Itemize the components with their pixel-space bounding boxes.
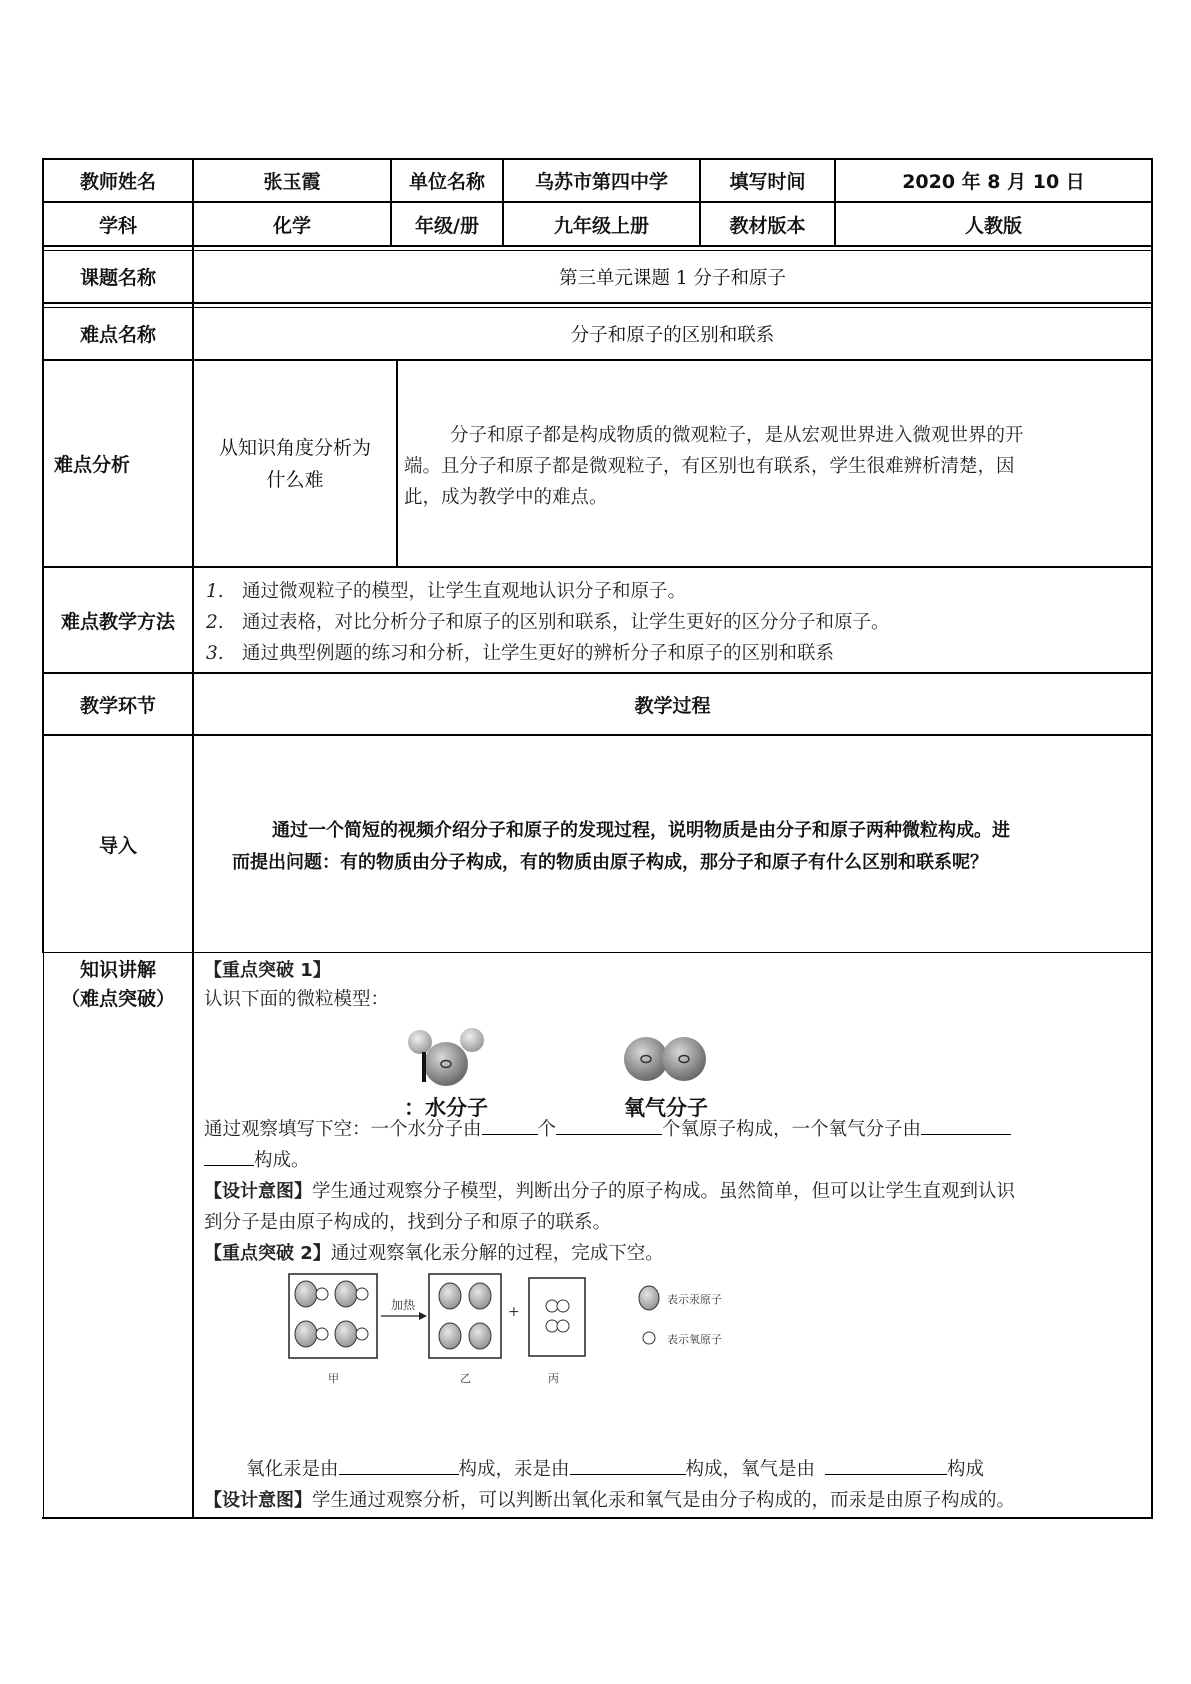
design-intent-tag: 【设计意图】 (204, 1490, 312, 1511)
knowledge-label-line2: （难点突破） (60, 988, 175, 1010)
analysis-sub-label (194, 361, 396, 566)
point1-title: 【重点突破 1】 (204, 960, 331, 981)
subject-label: 学科 (98, 214, 137, 237)
design-intent-text: 学生通过观察分析，可以判断出氧化汞和氧气是由分子构成的，而汞是由原子构成的。 (312, 1490, 1016, 1511)
analysis-sub-label-line2: 什么难 (266, 468, 324, 491)
methods-item-number: 2. (206, 612, 224, 633)
unit-name-value: 乌苏市第四中学 (534, 171, 668, 193)
table-rule (42, 566, 1153, 568)
analysis-label: 难点分析 (54, 454, 131, 476)
difficulty-label: 难点名称 (79, 324, 156, 346)
water-molecule-label: ：水分子 (404, 1096, 488, 1120)
methods-item (206, 607, 1146, 638)
blank-mercury[interactable] (570, 1454, 686, 1475)
fill-text: 个氧原子构成，一个氧气分子由 (662, 1119, 922, 1140)
legend-mercury: 表示汞原子 (667, 1293, 722, 1306)
methods-label: 难点教学方法 (60, 610, 175, 633)
table-rule (42, 952, 1153, 953)
analysis-sub-label-line1: 从知识角度分析为 (218, 436, 371, 459)
analysis-text-line1: 分子和原子都是构成物质的微观粒子，是从宏观世界进入微观世界的开 (450, 425, 1024, 446)
design-intent-2 (204, 1485, 1149, 1516)
box-label-bing: 丙 (548, 1372, 559, 1385)
fill-date-value: 2020 年 8 月 10 日 (902, 171, 1085, 193)
subject-value: 化学 (272, 214, 311, 237)
fill-text: 构成 (947, 1459, 985, 1480)
methods-list (206, 576, 1146, 669)
point2-text: 通过观察氧化汞分解的过程，完成下空。 (330, 1243, 664, 1264)
blank-oxygen-molecule[interactable] (921, 1114, 1011, 1135)
intro-text (232, 815, 1150, 879)
methods-item-text: 通过微观粒子的模型，让学生直观地认识分子和原子。 (242, 581, 687, 602)
fill-blanks-2 (204, 1454, 1149, 1516)
methods-item-number: 1. (206, 581, 224, 602)
blank-hydrogen-count[interactable] (482, 1114, 538, 1135)
intro-label: 导入 (98, 834, 137, 857)
table-border-right (1151, 158, 1153, 1518)
fill-blanks-1-line2 (204, 1145, 1149, 1176)
box-label-jia: 甲 (328, 1372, 339, 1385)
arrow-heat-label: 加热 (391, 1298, 416, 1312)
analysis-text-line2: 端。且分子和原子都是微观粒子，有区别也有联系，学生很难辨析清楚，因 (404, 456, 1015, 477)
design-intent-1-line2: 到分子是由原子构成的，找到分子和原子的联系。 (204, 1212, 612, 1233)
oxygen-molecule-label: 氧气分子 (624, 1096, 708, 1120)
intro-text-line1: 通过一个简短的视频介绍分子和原子的发现过程，说明物质是由分子和原子两种微粒构成。进 (272, 820, 1010, 841)
methods-item (206, 576, 1146, 607)
legend-oxygen: 表示氧原子 (667, 1333, 722, 1346)
design-intent-text: 学生通过观察分子模型，判断出分子的原子构成。虽然简单，但可以让学生直观到认识 (312, 1181, 1016, 1202)
fill-text: 构成，汞是由 (458, 1459, 570, 1480)
grade-value: 九年级上册 (553, 214, 649, 237)
knowledge-content (204, 956, 1149, 1014)
intro-text-line2: 而提出问题：有的物质由分子构成，有的物质由原子构成，那分子和原子有什么区别和联系呢？ (232, 852, 988, 873)
blank-oxygen-molecule-cont[interactable] (204, 1145, 254, 1166)
analysis-text-line3: 此，成为教学中的难点。 (404, 487, 608, 508)
fill-text: 通过观察填写下空：一个水分子由 (204, 1119, 482, 1140)
topic-label: 课题名称 (79, 267, 156, 289)
oxygen-molecule-model (620, 1034, 712, 1084)
table-col-divider (396, 359, 398, 568)
process-title: 教学过程 (634, 694, 711, 717)
methods-item-text: 通过典型例题的练习和分析，让学生更好的辨析分子和原子的区别和联系 (242, 643, 835, 664)
knowledge-label-line1: 知识讲解 (79, 959, 156, 981)
table-rule (42, 734, 1153, 736)
edition-label: 教材版本 (729, 214, 806, 237)
blank-oxygen[interactable] (825, 1454, 947, 1475)
methods-item (206, 638, 1146, 669)
edition-value: 人教版 (964, 214, 1022, 237)
methods-item-text: 通过表格，对比分析分子和原子的区别和联系，让学生更好的区分分子和原子。 (242, 612, 890, 633)
fill-text: 氧化汞是由 (246, 1459, 339, 1480)
grade-label: 年级/册 (415, 214, 479, 237)
unit-name-label: 单位名称 (408, 171, 485, 193)
plus-sign: + (508, 1304, 520, 1320)
knowledge-label (44, 956, 192, 1014)
teacher-name-label: 教师姓名 (79, 171, 156, 193)
methods-item-number: 3. (206, 643, 224, 664)
fill-date-label: 填写时间 (729, 171, 806, 193)
table-rule (42, 302, 1153, 304)
design-intent-1 (204, 1176, 1149, 1207)
fill-text: 个 (537, 1119, 557, 1140)
topic-value: 第三单元课题 1 分子和原子 (558, 267, 787, 289)
fill-blanks-2-line (204, 1454, 1149, 1485)
teacher-name-value: 张玉霞 (263, 171, 321, 193)
fill-blanks-1 (204, 1114, 1149, 1269)
fill-text: 构成，氧气是由 (685, 1459, 816, 1480)
difficulty-value: 分子和原子的区别和联系 (570, 324, 775, 346)
table-border-left (43, 952, 44, 1518)
design-intent-tag: 【设计意图】 (204, 1181, 312, 1202)
box-label-yi: 乙 (460, 1372, 471, 1385)
analysis-text (404, 420, 1146, 513)
point2 (204, 1238, 1149, 1269)
table-rule (42, 245, 1153, 247)
mercury-oxide-decomposition-diagram (285, 1268, 765, 1388)
table-border-bottom (42, 1517, 1153, 1519)
process-stage-label: 教学环节 (79, 694, 156, 717)
fill-text: 构成。 (254, 1150, 310, 1171)
fill-blanks-1-line1 (204, 1114, 1149, 1145)
water-molecule-model (402, 1026, 492, 1092)
blank-mercury-oxide[interactable] (339, 1454, 459, 1475)
point1-intro: 认识下面的微粒模型： (204, 989, 390, 1010)
point2-title: 【重点突破 2】 (204, 1243, 331, 1264)
blank-atom-name[interactable] (556, 1114, 662, 1135)
